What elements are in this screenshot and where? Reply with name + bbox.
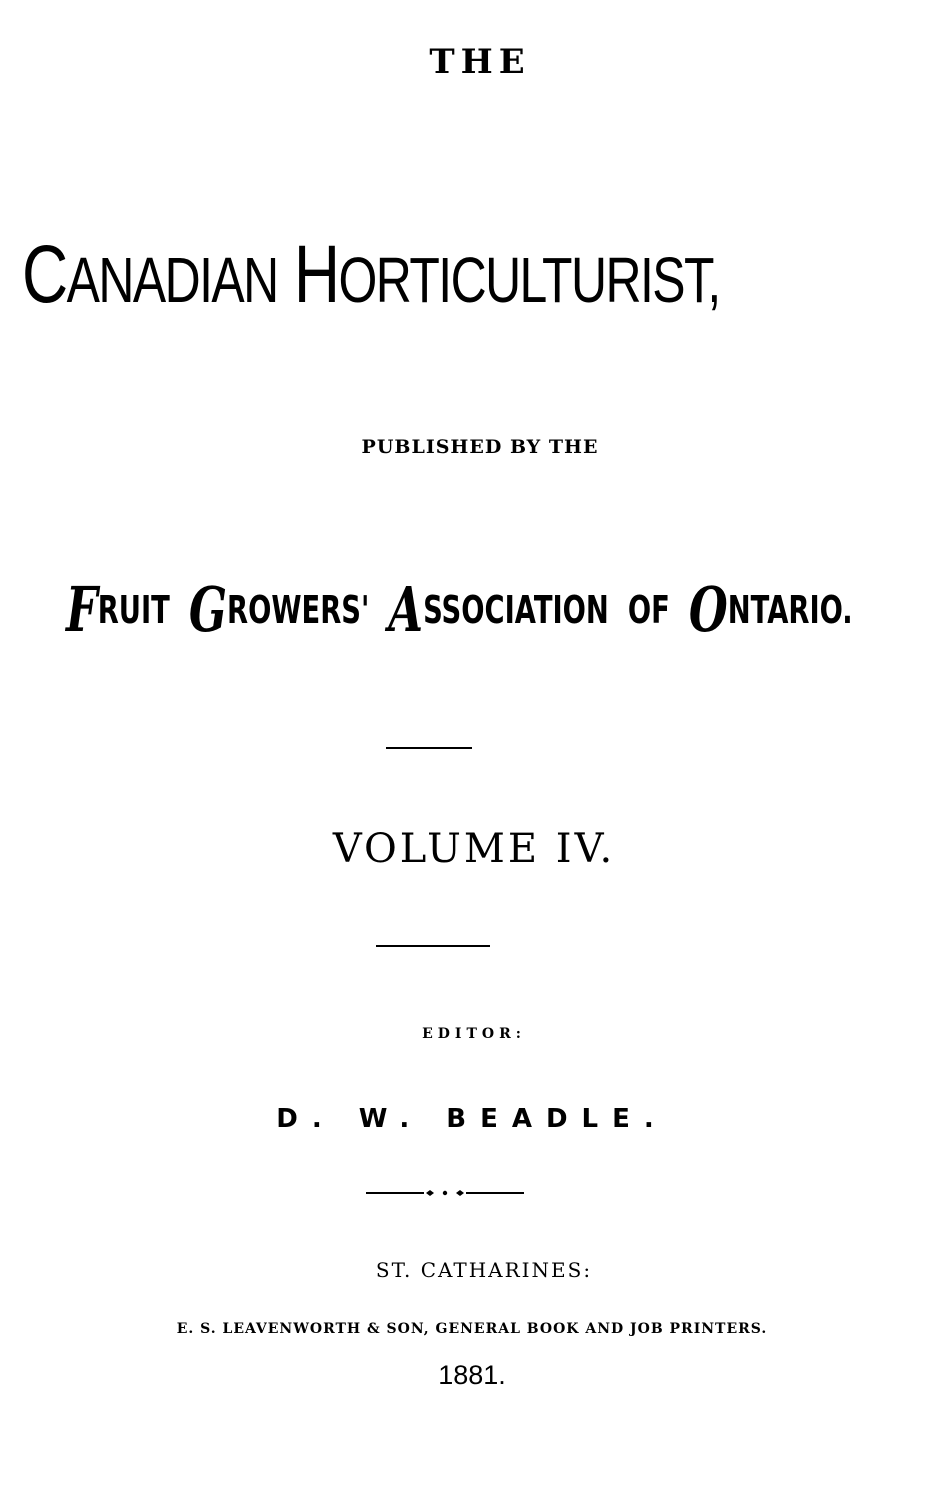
association-name [66,573,853,646]
editor-label: EDITOR: [422,1026,526,1042]
title-initial-c: C [22,229,67,320]
title-initial-h: H [293,229,339,320]
word-growers: ROWERS' [227,588,370,632]
heading-the: THE [429,42,531,82]
publication-title [22,228,841,322]
word-ontario: NTARIO. [727,588,853,632]
printer-line: E. S. LEAVENWORTH & SON, GENERAL BOOK AND JOB PRINTERS. [176,1321,768,1337]
ornate-initial-a: A [388,573,424,646]
divider-rule-lower [376,945,490,947]
publication-city: ST. CATHARINES: [375,1258,593,1282]
divider-rule-upper [386,747,472,749]
publication-year: 1881. [438,1360,506,1390]
editor-name: D. W. BEADLE. [276,1104,668,1134]
ornate-initial-g: G [188,573,228,646]
volume-number: VOLUME IV. [332,826,616,872]
ornate-initial-f: F [66,573,98,646]
ornate-initial-o: O [688,573,728,646]
title-word-canadian: ANADIAN [66,244,278,316]
word-association: SSOCIATION [423,588,609,632]
title-word-horticulturist: ORTICULTURIST, [338,244,720,316]
published-by-line: PUBLISHED BY THE [361,436,599,458]
word-of: OF [627,588,670,632]
word-fruit: RUIT [97,588,170,632]
ornamental-divider-icon [366,1186,524,1200]
